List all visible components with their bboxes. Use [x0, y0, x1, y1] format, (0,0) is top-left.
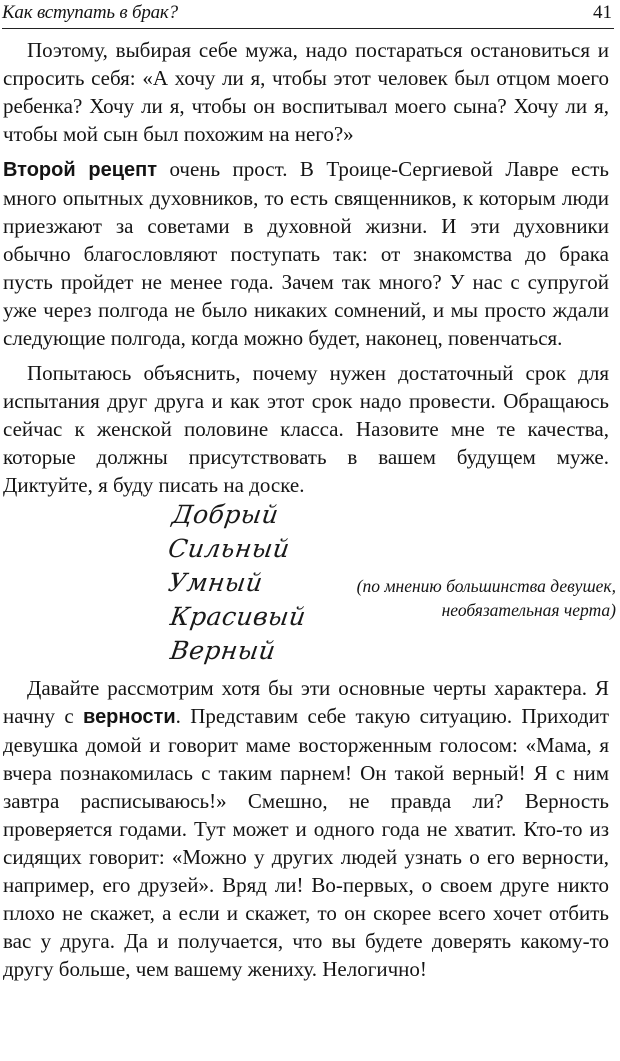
handwritten-item-kind: Добрый — [170, 500, 281, 529]
handwritten-qualities-list — [166, 498, 316, 668]
handwritten-item-smart: Умный — [166, 568, 265, 597]
page-number: 41 — [593, 2, 612, 23]
paragraph-1: Поэтому, выбирая себе мужа, надо постараться остановиться и спросить себя: «А хочу ли я, чтобы этот человек был отцом моего ребенка? Хочу ли я, чтобы он воспитывал моего сына? Хочу ли я, чтобы мой сын был похожим на него?» — [3, 38, 609, 146]
running-header — [2, 2, 614, 29]
paragraph-4-text-start: Давайте рассмотрим хотя бы эти основные черты характера. Я начну с — [3, 676, 609, 728]
side-note — [300, 574, 616, 622]
running-title: Как вступать в брак? — [2, 2, 178, 23]
paragraph-3: Попытаюсь объяснить, почему нужен достаточный срок для испытания друг друга и как этот срок надо провести. Обращаюсь сейчас к женской половине класса. Назовите мне те качества, которые должны присутствовать в вашем будущем муже. Диктуйте, я буду писать на доске. — [3, 361, 609, 497]
paragraph-4 — [3, 674, 609, 983]
paragraph-4-text-end: . Представим себе такую ситуацию. Приходит девушка домой и говорит маме восторженным голосом: «Мама, я вчера познакомилась с таким парнем! Он такой верный! Я с ним завтра расписываюсь!» Смешно, не правда ли? Верность проверяется годами. Тут может и одного года не хватит. Кто-то из сидящих говорит: «Можно у других людей узнать о его верности, например, его друзей». Вряд ли! Во-первых, о своем друге никто плохо не скажет, а если и скажет, то он скорее всего хочет отбить вас у друга. Да и получается, что вы будете доверять какому-то другу больше, чем вашему жениху. Нелогично! — [3, 704, 610, 981]
paragraph-2-text: очень прост. В Троице-Сергиевой Лавре есть много опытных духовников, то есть священников, к которым люди приезжают за советами в духовной жизни. И эти духовники обычно благословляют поступать так: от знакомства до брака пусть пройдет не менее года. Зачем так много? У нас с супругой уже через полгода не было никаких сомнений, и мы просто ждали следующие полгода, когда можно будет, наконец, повенчаться. — [3, 157, 609, 350]
paragraph-2 — [3, 155, 609, 352]
handwritten-item-faithful: Верный — [168, 636, 278, 665]
paragraph-4-emphasis: верности — [83, 706, 176, 728]
side-note-line-1: (по мнению большинства девушек, — [356, 576, 616, 596]
handwritten-item-handsome: Красивый — [168, 602, 308, 631]
side-note-line-2: необязательная черта) — [441, 600, 616, 620]
handwritten-item-strong: Сильный — [166, 534, 292, 563]
paragraph-2-lead: Второй рецепт — [3, 159, 158, 181]
